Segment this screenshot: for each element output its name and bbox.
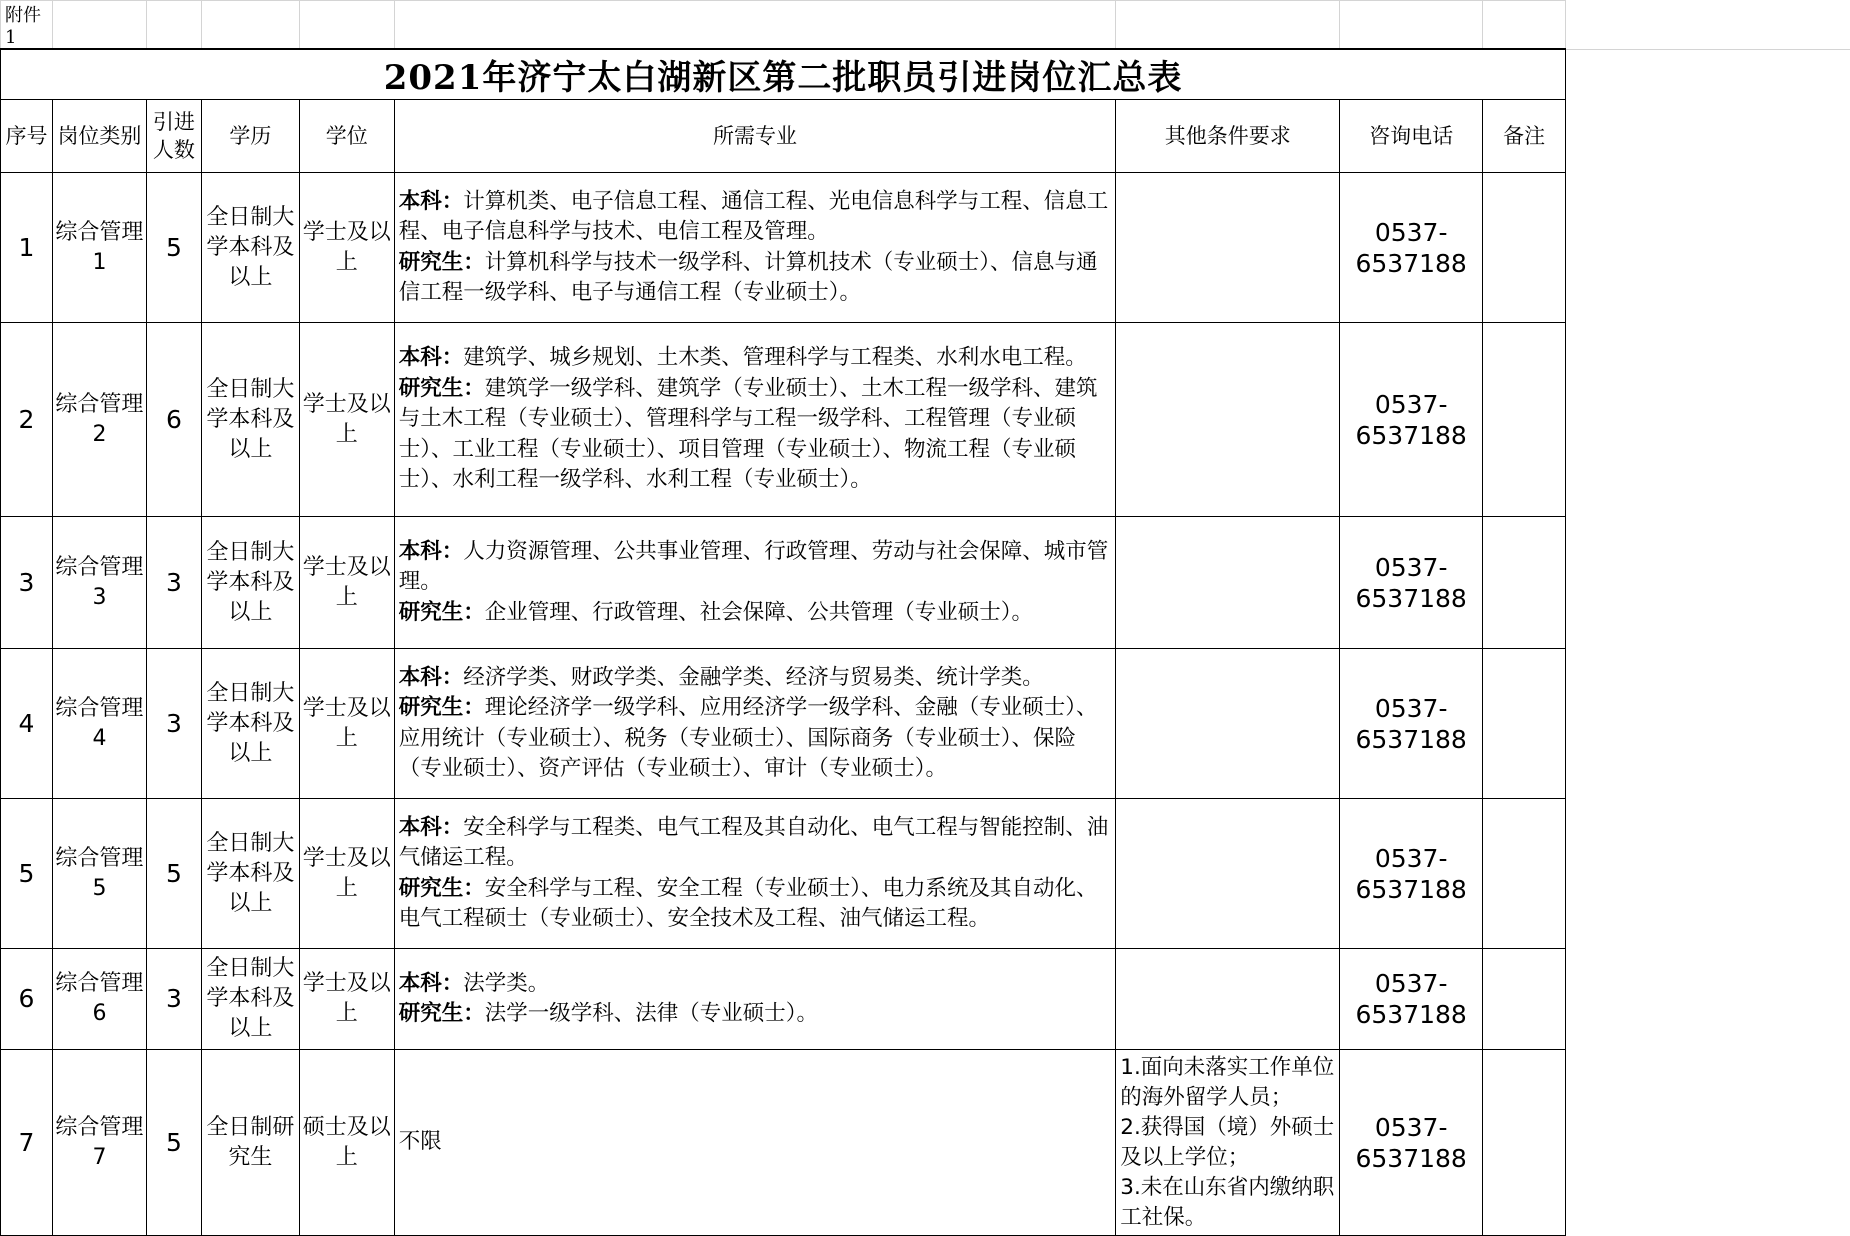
cell-education[interactable]: 全日制大学本科及以上 [201,517,299,649]
empty-cell[interactable] [1566,323,1850,517]
cell-other[interactable] [1116,323,1340,517]
postgrad-label: 研究生： [398,695,485,720]
table-row [1,649,1850,799]
page-title[interactable]: 2021年济宁太白湖新区第二批职员引进岗位汇总表 [1,49,1566,100]
cell-major[interactable]: 不限 [394,1050,1116,1236]
cell-remark[interactable] [1483,949,1566,1050]
cell-phone[interactable]: 0537-6537188 [1340,949,1483,1050]
cell-remark[interactable] [1483,649,1566,799]
postgrad-majors: 计算机科学与技术一级学科、计算机技术（专业硕士）、信息与通信工程一级学科、电子与通信工程（专业硕士）。 [398,249,1098,305]
cell-seq[interactable]: 7 [1,1050,53,1236]
empty-cell[interactable] [394,1,1116,50]
table-row [1,517,1850,649]
table-row [1,173,1850,323]
header-degree[interactable]: 学位 [299,100,394,173]
postgrad-majors: 法学一级学科、法律（专业硕士）。 [484,1001,819,1026]
cell-major[interactable] [394,949,1116,1050]
header-education[interactable]: 学历 [201,100,299,173]
cell-degree[interactable]: 学士及以上 [299,949,394,1050]
header-seq[interactable]: 序号 [1,100,53,173]
cell-education[interactable]: 全日制大学本科及以上 [201,649,299,799]
attachment-label[interactable]: 附件1 [1,1,53,50]
cell-remark[interactable] [1483,517,1566,649]
table-row [1,799,1850,949]
cell-phone[interactable]: 0537-6537188 [1340,173,1483,323]
undergrad-majors: 人力资源管理、公共事业管理、行政管理、劳动与社会保障、城市管理。 [398,538,1109,595]
postgrad-label: 研究生： [398,599,485,625]
postgrad-label: 研究生： [398,249,485,275]
header-remark[interactable]: 备注 [1483,100,1566,173]
cell-count[interactable]: 5 [146,1050,201,1236]
empty-cell[interactable] [1566,100,1850,173]
condition-2: 2.获得国（境）外硕士及以上学位； [1120,1114,1335,1170]
cell-count[interactable]: 3 [146,649,201,799]
cell-seq[interactable]: 1 [1,173,53,323]
cell-count[interactable]: 5 [146,799,201,949]
cell-phone[interactable]: 0537-6537188 [1340,649,1483,799]
undergrad-majors: 经济学类、财政学类、金融学类、经济与贸易类、统计学类。 [463,664,1044,690]
empty-cell[interactable] [1566,517,1850,649]
undergrad-label: 本科： [398,970,464,996]
cell-degree[interactable]: 学士及以上 [299,517,394,649]
cell-education[interactable]: 全日制研究生 [201,1050,299,1236]
empty-cell[interactable] [201,1,299,50]
cell-phone[interactable]: 0537-6537188 [1340,517,1483,649]
cell-seq[interactable]: 3 [1,517,53,649]
cell-major[interactable] [394,799,1116,949]
postgrad-majors: 建筑学一级学科、建筑学（专业硕士）、土木工程一级学科、建筑与土木工程（专业硕士）、管理科学与工程一级学科、工程管理（专业硕士）、工业工程（专业硕士）、项目管理（专业硕士）、物流工程（专业硕士）、水利工程一级学科、水利工程（专业硕士）。 [398,375,1098,493]
empty-cell[interactable] [52,1,146,50]
undergrad-majors: 建筑学、城乡规划、土木类、管理科学与工程类、水利水电工程。 [463,345,1087,371]
undergrad-label: 本科： [398,664,464,690]
cell-degree[interactable]: 学士及以上 [299,649,394,799]
postgrad-majors: 理论经济学一级学科、应用经济学一级学科、金融（专业硕士）、应用统计（专业硕士）、税务（专业硕士）、国际商务（专业硕士）、保险（专业硕士）、资产评估（专业硕士）、审计（专业硕士）。 [398,695,1098,781]
cell-seq[interactable]: 5 [1,799,53,949]
cell-major[interactable] [394,323,1116,517]
cell-education[interactable]: 全日制大学本科及以上 [201,173,299,323]
cell-other[interactable] [1116,517,1340,649]
cell-category[interactable]: 综合管理2 [52,323,146,517]
empty-cell[interactable] [1483,1,1566,50]
condition-1: 1.面向未落实工作单位的海外留学人员； [1120,1054,1335,1110]
header-row [1,100,1850,173]
table-row [1,1050,1850,1236]
empty-cell[interactable] [1566,1050,1850,1236]
empty-cell[interactable] [1116,1,1340,50]
empty-cell[interactable] [1566,49,1850,100]
empty-cell[interactable] [1340,1,1483,50]
cell-seq[interactable]: 2 [1,323,53,517]
empty-cell[interactable] [1566,949,1850,1050]
cell-category[interactable]: 综合管理5 [52,799,146,949]
cell-other[interactable] [1116,1050,1340,1236]
undergrad-label: 本科： [398,188,464,214]
postgrad-label: 研究生： [398,875,485,901]
cell-seq[interactable]: 6 [1,949,53,1050]
cell-remark[interactable] [1483,323,1566,517]
cell-major[interactable] [394,517,1116,649]
cell-other[interactable] [1116,799,1340,949]
postgrad-majors: 安全科学与工程、安全工程（专业硕士）、电力系统及其自动化、电气工程硕士（专业硕士）、安全技术及工程、油气储运工程。 [398,875,1098,931]
cell-phone[interactable]: 0537-6537188 [1340,1050,1483,1236]
undergrad-label: 本科： [398,814,464,840]
cell-category[interactable]: 综合管理4 [52,649,146,799]
cell-major[interactable] [394,649,1116,799]
cell-category[interactable]: 综合管理1 [52,173,146,323]
cell-other[interactable] [1116,173,1340,323]
cell-education[interactable]: 全日制大学本科及以上 [201,799,299,949]
header-category[interactable]: 岗位类别 [52,100,146,173]
cell-major[interactable] [394,173,1116,323]
header-count[interactable]: 引进人数 [146,100,201,173]
postgrad-majors: 企业管理、行政管理、社会保障、公共管理（专业硕士）。 [484,599,1034,625]
empty-cell[interactable] [1566,173,1850,323]
cell-remark[interactable] [1483,799,1566,949]
cell-degree[interactable]: 学士及以上 [299,173,394,323]
condition-3: 3.未在山东省内缴纳职工社保。 [1120,1174,1335,1230]
undergrad-label: 本科： [398,538,464,564]
table-row [1,949,1850,1050]
header-phone[interactable]: 咨询电话 [1340,100,1483,173]
empty-cell[interactable] [1566,1,1850,50]
cell-count[interactable]: 3 [146,517,201,649]
cell-count[interactable]: 5 [146,173,201,323]
cell-other[interactable] [1116,649,1340,799]
cell-category[interactable]: 综合管理7 [52,1050,146,1236]
cell-phone[interactable]: 0537-6537188 [1340,323,1483,517]
postgrad-label: 研究生： [398,375,485,401]
cell-degree[interactable]: 硕士及以上 [299,1050,394,1236]
header-major[interactable]: 所需专业 [394,100,1116,173]
cell-category[interactable]: 综合管理3 [52,517,146,649]
empty-cell[interactable] [299,1,394,50]
cell-remark[interactable] [1483,173,1566,323]
cell-seq[interactable]: 4 [1,649,53,799]
empty-cell[interactable] [146,1,201,50]
empty-cell[interactable] [1566,649,1850,799]
cell-degree[interactable]: 学士及以上 [299,323,394,517]
cell-degree[interactable]: 学士及以上 [299,799,394,949]
undergrad-label: 本科： [398,345,464,371]
table-row [1,323,1850,517]
cell-other[interactable] [1116,949,1340,1050]
postgrad-label: 研究生： [398,1001,485,1026]
cell-phone[interactable]: 0537-6537188 [1340,799,1483,949]
undergrad-majors: 计算机类、电子信息工程、通信工程、光电信息科学与工程、信息工程、电子信息科学与技术、电信工程及管理。 [398,188,1109,244]
cell-count[interactable]: 6 [146,323,201,517]
cell-count[interactable]: 3 [146,949,201,1050]
undergrad-majors: 法学类。 [463,970,550,996]
header-other[interactable]: 其他条件要求 [1116,100,1340,173]
cell-remark[interactable] [1483,1050,1566,1236]
cell-education[interactable]: 全日制大学本科及以上 [201,323,299,517]
cell-category[interactable]: 综合管理6 [52,949,146,1050]
cell-education[interactable]: 全日制大学本科及以上 [201,949,299,1050]
title-row [1,49,1850,100]
empty-cell[interactable] [1566,799,1850,949]
attachment-row [1,1,1850,50]
undergrad-majors: 安全科学与工程类、电气工程及其自动化、电气工程与智能控制、油气储运工程。 [398,814,1109,870]
